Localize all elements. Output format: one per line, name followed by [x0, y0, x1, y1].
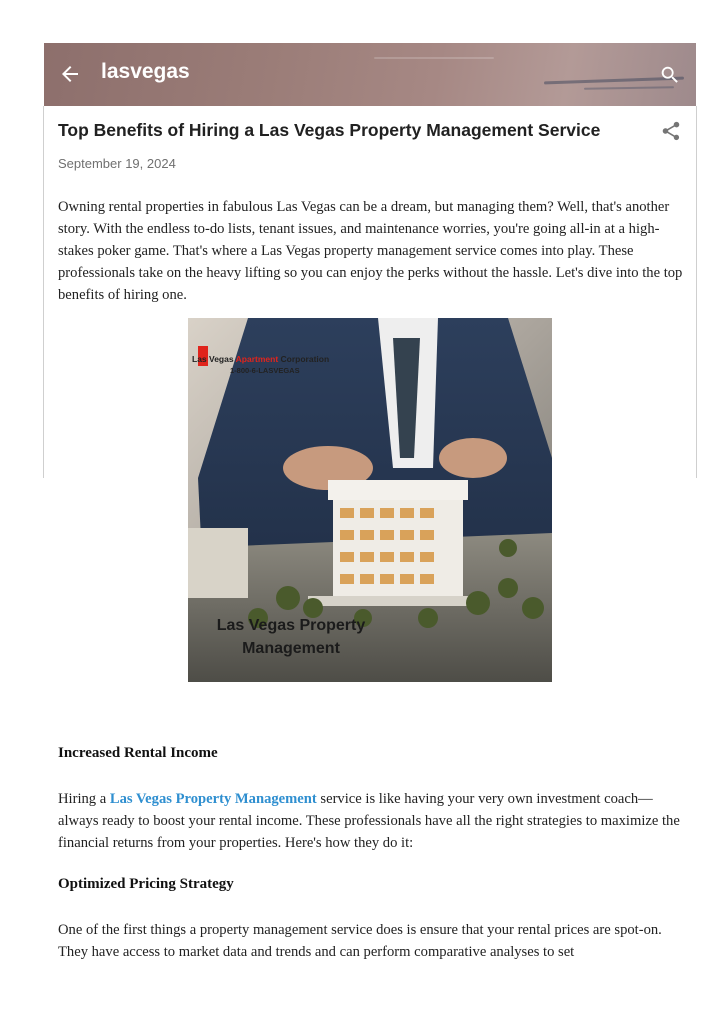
- brand-name: [192, 354, 329, 364]
- arrow-left-icon: [58, 62, 82, 86]
- brand-name-highlight: Apartment: [235, 354, 279, 364]
- image-caption-line: Las Vegas Property: [216, 617, 366, 634]
- property-management-link[interactable]: Las Vegas Property Management: [109, 791, 317, 807]
- share-icon: [660, 120, 682, 142]
- post-title: Top Benefits of Hiring a Las Vegas Property Management Service: [58, 120, 601, 140]
- section-heading-rental-income: Increased Rental Income: [58, 745, 218, 761]
- post-hero-image: [188, 318, 552, 682]
- brand-name-part: Corporation: [278, 354, 330, 364]
- header-bg-streak: [374, 57, 494, 59]
- text-run: Hiring a: [58, 791, 110, 807]
- back-button[interactable]: [58, 62, 82, 86]
- blog-title[interactable]: lasvegas: [101, 60, 190, 83]
- image-caption-line: Management: [242, 640, 340, 657]
- page-border-left: [43, 106, 44, 478]
- page-border-right: [696, 106, 697, 478]
- intro-paragraph: Owning rental properties in fabulous Las Vegas can be a dream, but managing them? Well, that's another story. With the endless to-do lists, tenant issues, and maintenance worries, you're going all-in at a high-stakes poker game. That's where a Las Vegas property management service comes into play. These professionals take on the heavy lifting so you can enjoy the perks without the hassle. Let's dive into the top benefits of hiring one.: [58, 199, 683, 303]
- section-heading-pricing: Optimized Pricing Strategy: [58, 876, 234, 892]
- brand-logo: [192, 338, 362, 380]
- search-icon: [659, 64, 681, 86]
- header-bg-streak: [584, 86, 674, 90]
- post-date: September 19, 2024: [58, 156, 176, 171]
- blog-header: [44, 43, 696, 106]
- search-button[interactable]: [659, 64, 681, 86]
- image-caption: [188, 614, 394, 660]
- brand-name-part: Las Vegas: [192, 354, 236, 364]
- brand-phone: 1-800-6-LASVEGAS: [230, 366, 300, 375]
- share-button[interactable]: [660, 120, 682, 142]
- text-run: service is like having your very own investment coach—always ready to boost your rental income. These professionals have all the right strategies to maximize the financial returns from your properties. Here's how they do it:: [58, 791, 680, 851]
- rental-income-paragraph: [58, 788, 686, 854]
- pricing-paragraph: One of the first things a property management service does is ensure that your rental prices are spot-on. They have access to market data and trends and can perform comparative analyses to set: [58, 922, 662, 960]
